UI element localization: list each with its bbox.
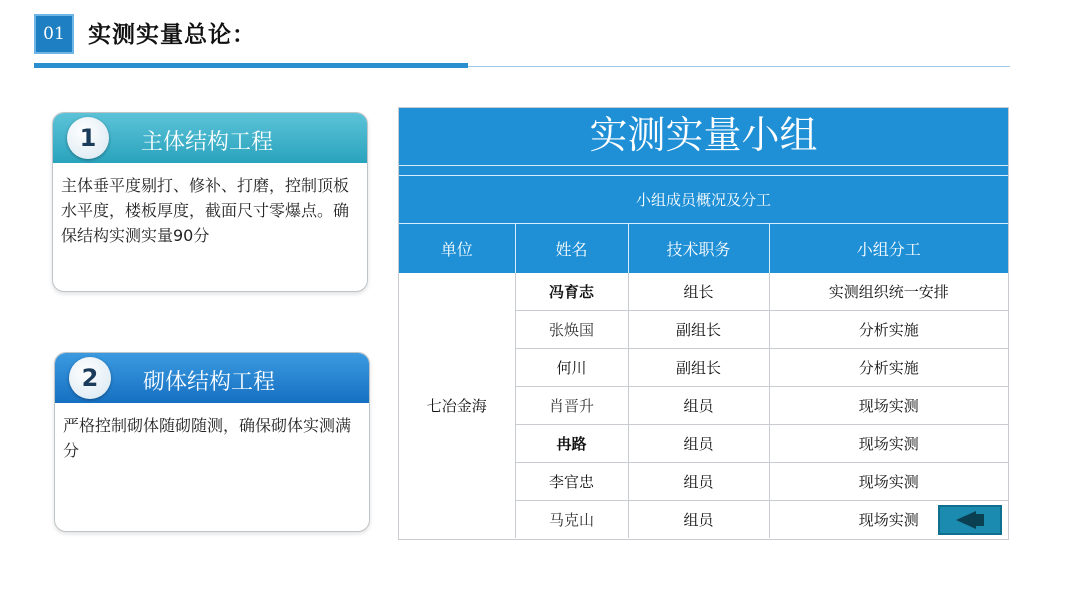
role-cell: 副组长 — [628, 311, 769, 349]
back-arrow-icon — [950, 510, 990, 530]
role-cell: 组员 — [628, 387, 769, 425]
name-cell: 马克山 — [515, 501, 628, 539]
table-row — [399, 273, 1008, 311]
table-title: 实测实量小组 — [399, 108, 1008, 166]
card-title: 主体结构工程 — [141, 130, 274, 155]
duty-cell: 分析实施 — [769, 349, 1008, 387]
name-cell: 冉路 — [515, 425, 628, 463]
card-structure — [52, 112, 368, 292]
slide-title: 实测实量总论： — [88, 22, 256, 48]
col-header-duty: 小组分工 — [769, 224, 1008, 273]
header-divider-thin — [468, 66, 1010, 67]
duty-cell: 现场实测 — [769, 463, 1008, 501]
card-header — [53, 113, 367, 163]
unit-cell: 七冶金海 — [399, 273, 515, 538]
role-cell: 组员 — [628, 501, 769, 539]
role-cell: 组员 — [628, 425, 769, 463]
duty-cell: 现场实测 — [858, 511, 919, 529]
role-cell: 组员 — [628, 463, 769, 501]
table-title-band — [399, 166, 1008, 176]
role-cell: 副组长 — [628, 349, 769, 387]
team-table — [398, 107, 1009, 540]
card-masonry — [54, 352, 370, 532]
duty-cell: 现场实测 — [769, 425, 1008, 463]
table-subtitle: 小组成员概况及分工 — [399, 176, 1008, 224]
name-cell: 李官忠 — [515, 463, 628, 501]
header-divider — [34, 63, 468, 68]
table-header-row — [399, 224, 1008, 273]
card-body: 严格控制砌体随砌随测，确保砌体实测满分 — [63, 416, 352, 460]
slide-header — [0, 0, 1080, 80]
card-title: 砌体结构工程 — [143, 370, 276, 395]
name-cell: 冯育志 — [515, 273, 628, 311]
duty-cell: 现场实测 — [769, 387, 1008, 425]
col-header-unit: 单位 — [399, 224, 515, 273]
duty-cell: 分析实施 — [769, 311, 1008, 349]
members-table — [399, 224, 1008, 538]
name-cell: 何川 — [515, 349, 628, 387]
back-button[interactable] — [938, 505, 1002, 535]
name-cell: 张焕国 — [515, 311, 628, 349]
duty-cell: 实测组织统一安排 — [769, 273, 1008, 311]
card-header — [55, 353, 369, 403]
card-number: 2 — [69, 357, 111, 399]
role-cell: 组长 — [628, 273, 769, 311]
name-cell: 肖晋升 — [515, 387, 628, 425]
col-header-role: 技术职务 — [628, 224, 769, 273]
col-header-name: 姓名 — [515, 224, 628, 273]
card-number: 1 — [67, 117, 109, 159]
section-number: 01 — [34, 14, 74, 54]
card-body: 主体垂平度剔打、修补、打磨，控制顶板水平度，楼板厚度，截面尺寸零爆点。确保结构实测实量90分 — [61, 176, 350, 245]
